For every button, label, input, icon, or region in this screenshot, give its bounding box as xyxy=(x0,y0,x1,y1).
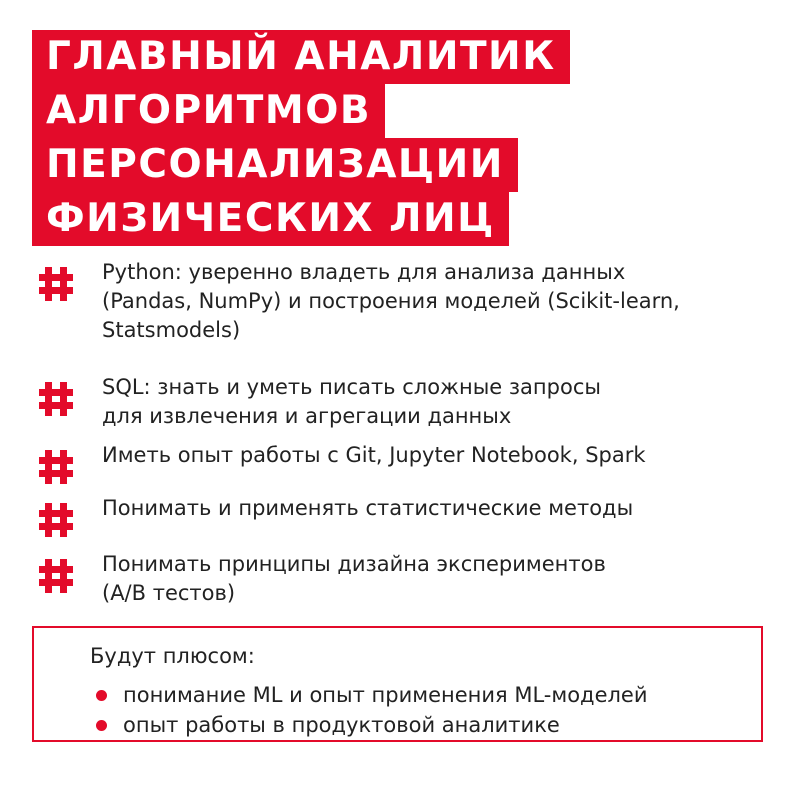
title-line: ПЕРСОНАЛИЗАЦИИ xyxy=(32,138,518,192)
requirement-item xyxy=(36,258,776,373)
bonus-box xyxy=(32,626,763,742)
hash-icon xyxy=(36,500,76,540)
title-line: ФИЗИЧЕСКИХ ЛИЦ xyxy=(32,192,509,246)
bonus-item xyxy=(96,680,647,710)
requirement-item xyxy=(36,441,776,494)
requirement-text: Python: уверенно владеть для анализа данных (Pandas, NumPy) и построения моделей (Scikit-learn, Statsmodels) xyxy=(102,260,680,342)
requirement-text: Понимать принципы дизайна экспериментов (A/B тестов) xyxy=(102,552,606,605)
requirement-text: Иметь опыт работы с Git, Jupyter Notebook, Spark xyxy=(102,443,646,467)
title-line: ГЛАВНЫЙ АНАЛИТИК xyxy=(32,30,570,84)
vacancy-title xyxy=(32,30,592,246)
hash-icon xyxy=(36,447,76,487)
bullet-icon xyxy=(96,720,107,731)
bonus-item xyxy=(96,710,647,740)
requirements-list xyxy=(36,258,776,614)
requirement-text: SQL: знать и уметь писать сложные запросы для извлечения и агрегации данных xyxy=(102,375,601,428)
title-line: АЛГОРИТМОВ xyxy=(32,84,385,138)
requirement-item xyxy=(36,550,776,614)
requirement-item xyxy=(36,373,776,441)
bonus-list xyxy=(96,680,647,740)
bonus-item-text: понимание ML и опыт применения ML-моделей xyxy=(123,683,648,707)
requirement-text: Понимать и применять статистические методы xyxy=(102,496,634,520)
requirement-item xyxy=(36,494,776,550)
hash-icon xyxy=(36,264,76,304)
bullet-icon xyxy=(96,690,107,701)
bonus-title: Будут плюсом: xyxy=(90,644,255,668)
hash-icon xyxy=(36,556,76,596)
hash-icon xyxy=(36,379,76,419)
bonus-item-text: опыт работы в продуктовой аналитике xyxy=(123,713,560,737)
